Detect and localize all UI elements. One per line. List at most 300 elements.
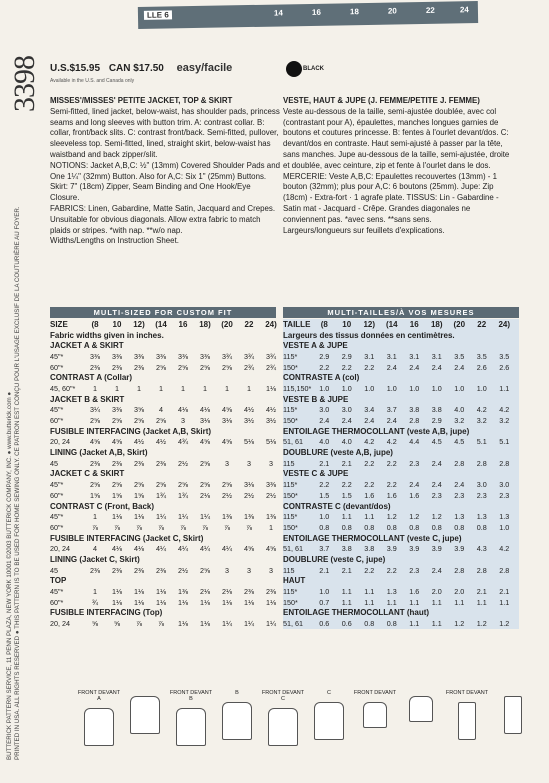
sketch-label: FRONT DEVANT bbox=[353, 690, 397, 696]
table-cell: 2⅜ bbox=[156, 458, 166, 468]
yardage-row bbox=[50, 383, 282, 394]
table-cell: 3⅛ bbox=[222, 416, 232, 426]
english-fabrics: FABRICS: Linen, Gabardine, Matte Satin, Jacquard and Crepes. Unsuitable for obvious diagonals. Allow extra fabric to match plaids or stripes. *with nap. **w/o nap. bbox=[50, 203, 276, 235]
row-label: 150* bbox=[283, 416, 298, 426]
table-cell: 4 bbox=[93, 544, 97, 554]
table-cell: ⅝ bbox=[92, 619, 98, 629]
metrage-section-row bbox=[283, 426, 519, 437]
table-cell: 1¼ bbox=[178, 512, 188, 522]
table-cell: 2.3 bbox=[431, 490, 442, 500]
section-heading: FUSIBLE INTERFACING (Jacket C, Skirt) bbox=[50, 533, 204, 543]
table-cell: ⅞ bbox=[136, 619, 142, 629]
row-label: 45 bbox=[50, 565, 58, 575]
section-heading: VESTE A & JUPE bbox=[283, 341, 348, 351]
table-cell: 2.0 bbox=[454, 587, 465, 597]
table-cell: 3⅜ bbox=[200, 351, 210, 361]
yardage-row bbox=[50, 362, 282, 373]
table-cell: 1⅜ bbox=[222, 512, 232, 522]
table-cell: 1.1 bbox=[364, 587, 375, 597]
table-cell: 12) bbox=[363, 319, 376, 329]
table-cell: 1¾ bbox=[156, 490, 166, 500]
table-cell: 2.0 bbox=[431, 587, 442, 597]
table-cell: 2.2 bbox=[386, 565, 397, 575]
difficulty-label: easy/facile bbox=[176, 62, 233, 74]
table-cell: 1.2 bbox=[431, 512, 442, 522]
table-cell: 3.1 bbox=[431, 351, 442, 361]
table-cell: 1.1 bbox=[364, 512, 375, 522]
table-cell: 1.5 bbox=[319, 490, 330, 500]
table-cell: 1¼ bbox=[222, 619, 232, 629]
garment-sketch bbox=[212, 690, 262, 740]
table-cell: 2.8 bbox=[476, 565, 487, 575]
size-band-label: 22 bbox=[425, 5, 435, 15]
table-cell: 1⅛ bbox=[112, 512, 122, 522]
table-cell: 1.1 bbox=[431, 619, 442, 629]
table-cell: 2.6 bbox=[499, 362, 510, 372]
table-cell: 3.1 bbox=[364, 351, 375, 361]
table-cell: 4½ bbox=[244, 405, 254, 415]
table-cell: 3.9 bbox=[386, 544, 397, 554]
metrage-row bbox=[283, 458, 519, 469]
row-label: 20, 24 bbox=[50, 437, 70, 447]
table-cell: 1.2 bbox=[476, 619, 487, 629]
section-heading: DOUBLURE (veste C, jupe) bbox=[283, 554, 386, 564]
yardage-row bbox=[50, 586, 282, 597]
table-cell: 24) bbox=[498, 319, 511, 329]
table-cell: 2.3 bbox=[409, 458, 420, 468]
jacket-sketch-icon bbox=[268, 708, 298, 746]
table-cell: 2⅜ bbox=[90, 362, 100, 372]
table-cell: 1⅛ bbox=[156, 587, 166, 597]
french-desc: Veste au-dessous de la taille, semi-ajustée doublée, avec col (contrastant pour A), épaulettes, manches longues garnies de boutons et coutures princesse. B: fentes à l'ourlet devant/dos. C: devant/dos en contraste. Haut semi-ajusté à passer par la tête, sans manches. Jupe au-dessous de la taille, semi-ajustée, droite et doublée, avec ceinture, zip et fente à l'ourlet dans le dos. bbox=[283, 106, 510, 170]
table-cell: 0.8 bbox=[409, 522, 420, 532]
table-cell: 4⅝ bbox=[222, 437, 232, 447]
table-cell: 3.0 bbox=[319, 405, 330, 415]
section-heading: JACKET C & SKIRT bbox=[50, 469, 125, 479]
section-heading: HAUT bbox=[283, 576, 306, 586]
yardage-row bbox=[50, 351, 282, 362]
table-cell: 2.4 bbox=[431, 458, 442, 468]
table-cell: 1.0 bbox=[319, 587, 330, 597]
row-label: 150* bbox=[283, 490, 298, 500]
row-label: 45 bbox=[50, 458, 58, 468]
section-heading: DOUBLURE (veste A,B, jupe) bbox=[283, 448, 393, 458]
metrage-row bbox=[283, 586, 519, 597]
table-cell: 1⅝ bbox=[134, 490, 144, 500]
table-cell: 1¼ bbox=[200, 512, 210, 522]
yardage-section-row bbox=[50, 330, 282, 341]
metrage-section-row bbox=[283, 372, 519, 383]
price-us: U.S.$15.95 bbox=[50, 63, 101, 74]
table-cell: 2.4 bbox=[454, 480, 465, 490]
metrage-section-row bbox=[283, 608, 519, 619]
table-cell: 2⅝ bbox=[90, 480, 100, 490]
table-cell: 1¾ bbox=[178, 490, 188, 500]
table-cell: 1⅛ bbox=[200, 597, 210, 607]
row-label: 45"* bbox=[50, 351, 64, 361]
table-cell: 3.1 bbox=[386, 351, 397, 361]
table-cell: 2⅝ bbox=[178, 480, 188, 490]
table-cell: 1.2 bbox=[386, 512, 397, 522]
table-cell: 1.0 bbox=[499, 522, 510, 532]
table-cell: 1⅛ bbox=[266, 597, 276, 607]
table-cell: 4.3 bbox=[476, 544, 487, 554]
table-cell: 1.3 bbox=[499, 512, 510, 522]
skirt-sketch-icon bbox=[458, 702, 476, 740]
table-cell: 2⅜ bbox=[112, 458, 122, 468]
table-cell: 3.4 bbox=[364, 405, 375, 415]
table-cell: 3.0 bbox=[499, 480, 510, 490]
metrage-row bbox=[283, 511, 519, 522]
table-cell: 3.0 bbox=[341, 405, 352, 415]
table-cell: 3 bbox=[225, 565, 229, 575]
size-band-label: 20 bbox=[387, 6, 397, 16]
table-cell: 1 bbox=[93, 587, 97, 597]
table-cell: 24) bbox=[265, 319, 277, 329]
table-cell: 4¼ bbox=[178, 544, 188, 554]
table-cell: (20 bbox=[453, 319, 466, 329]
jacket-sketch-icon bbox=[222, 702, 252, 740]
table-cell: 4¼ bbox=[200, 544, 210, 554]
table-cell: 2.1 bbox=[476, 587, 487, 597]
english-title: MISSES'/MISSES' PETITE JACKET, TOP & SKIRT bbox=[50, 96, 233, 105]
metrage-section-row bbox=[283, 330, 519, 341]
table-cell: 1⅝ bbox=[90, 490, 100, 500]
table-cell: 2½ bbox=[178, 458, 188, 468]
size-band-label: 24 bbox=[459, 5, 469, 15]
availability-note: Available in the U.S. and Canada only bbox=[50, 78, 135, 84]
table-cell: 1.1 bbox=[341, 597, 352, 607]
french-table-banner: MULTI-TAILLES/À VOS MESURES bbox=[283, 307, 519, 318]
table-cell: 3¾ bbox=[222, 351, 232, 361]
table-cell: 4⅝ bbox=[266, 544, 276, 554]
yardage-section-row bbox=[50, 608, 282, 619]
table-cell: 1.6 bbox=[364, 490, 375, 500]
metrage-row bbox=[283, 415, 519, 426]
table-cell: 1.1 bbox=[499, 597, 510, 607]
table-cell: 1.2 bbox=[409, 512, 420, 522]
table-cell: 3.2 bbox=[499, 416, 510, 426]
table-cell: 3 bbox=[225, 458, 229, 468]
section-heading: CONTRAST A (Collar) bbox=[50, 373, 133, 383]
table-cell: 3⅜ bbox=[266, 480, 276, 490]
row-label: 51, 61 bbox=[283, 544, 303, 554]
table-cell: ⅞ bbox=[158, 619, 164, 629]
table-cell: 2.2 bbox=[364, 458, 375, 468]
table-cell: 3⅛ bbox=[244, 480, 254, 490]
table-cell: 2⅝ bbox=[200, 565, 210, 575]
metrage-row bbox=[283, 437, 519, 448]
sketch-label: FRONT DEVANT bbox=[445, 690, 489, 696]
table-cell: 3¾ bbox=[266, 351, 276, 361]
table-cell: (8 bbox=[91, 319, 99, 329]
garment-sketches bbox=[74, 690, 534, 760]
table-cell: 1 bbox=[203, 383, 207, 393]
metrage-section-row bbox=[283, 447, 519, 458]
table-cell: 2.4 bbox=[409, 480, 420, 490]
row-label: 45"* bbox=[50, 480, 64, 490]
table-cell: 0.6 bbox=[341, 619, 352, 629]
table-cell: 10 bbox=[342, 319, 352, 329]
table-cell: 2⅜ bbox=[134, 565, 144, 575]
table-cell: 3½ bbox=[244, 416, 254, 426]
table-cell: 1.0 bbox=[386, 383, 397, 393]
table-cell: 2.2 bbox=[386, 458, 397, 468]
row-label: 60"* bbox=[50, 522, 64, 532]
english-desc: Semi-fitted, lined jacket, below-waist, has shoulder pads, princess seams and long sleeves with button trim. A: contrast collar. B: collar, front/back slits. C: contrast front/back. Semi-fitted, pullover, sleeveless top. Semi-fitted, lined, straight skirt, below-waist has waistband and back zipper/slit. bbox=[50, 106, 280, 159]
table-cell: 2.8 bbox=[409, 416, 420, 426]
table-cell: 1⅝ bbox=[112, 490, 122, 500]
table-cell: 2⅛ bbox=[222, 587, 232, 597]
metrage-row bbox=[283, 597, 519, 608]
metrage-row bbox=[283, 351, 519, 362]
table-cell: 2⅜ bbox=[134, 362, 144, 372]
table-cell: 1¼ bbox=[156, 512, 166, 522]
sketch-label: FRONT DEVANT bbox=[261, 690, 305, 696]
table-cell: 4¾ bbox=[178, 437, 188, 447]
table-cell: 0.8 bbox=[476, 522, 487, 532]
table-cell: 5.1 bbox=[499, 437, 510, 447]
sketch-view-letter: A bbox=[97, 696, 101, 702]
section-heading: FUSIBLE INTERFACING (Top) bbox=[50, 608, 163, 618]
table-cell: 0.8 bbox=[364, 522, 375, 532]
table-cell: 2⅝ bbox=[156, 362, 166, 372]
sketch-view-letter: C bbox=[281, 696, 285, 702]
section-heading: ENTOILAGE THERMOCOLLANT (haut) bbox=[283, 608, 430, 618]
section-heading: Largeurs des tissus données en centimètres. bbox=[283, 330, 455, 340]
row-label: 45"* bbox=[50, 512, 64, 522]
yardage-row bbox=[50, 597, 282, 608]
section-heading: VESTE C & JUPE bbox=[283, 469, 349, 479]
table-cell: 2⅜ bbox=[156, 565, 166, 575]
size-band bbox=[138, 1, 478, 29]
table-cell: 1.6 bbox=[386, 490, 397, 500]
table-cell: 1¼ bbox=[266, 619, 276, 629]
table-cell: 2½ bbox=[178, 565, 188, 575]
table-cell: 1 bbox=[93, 383, 97, 393]
table-cell: 1⅛ bbox=[134, 512, 144, 522]
table-cell: 2¾ bbox=[244, 362, 254, 372]
size-band-label: 14 bbox=[273, 8, 283, 18]
table-cell: 2.1 bbox=[319, 565, 330, 575]
table-cell: 4½ bbox=[134, 437, 144, 447]
french-description bbox=[283, 96, 515, 236]
table-cell: 1⅛ bbox=[112, 597, 122, 607]
table-cell: 4¼ bbox=[156, 544, 166, 554]
garment-sketch bbox=[166, 690, 216, 746]
table-cell: 4⅝ bbox=[222, 405, 232, 415]
table-cell: 2.2 bbox=[386, 480, 397, 490]
table-cell: 4⅛ bbox=[134, 544, 144, 554]
table-cell: 2⅝ bbox=[222, 362, 232, 372]
table-cell: 2⅝ bbox=[200, 362, 210, 372]
table-cell: 3⅜ bbox=[134, 351, 144, 361]
section-heading: TOP bbox=[50, 576, 67, 586]
table-cell: 0.7 bbox=[319, 597, 330, 607]
sketch-view-letter: B bbox=[235, 690, 239, 696]
table-cell: 2.4 bbox=[364, 416, 375, 426]
table-cell: 4⅛ bbox=[112, 544, 122, 554]
table-cell: 4⅝ bbox=[90, 437, 100, 447]
pattern-number: 3398 bbox=[8, 56, 41, 112]
garment-sketch bbox=[350, 690, 400, 728]
table-cell: 1⅛ bbox=[134, 597, 144, 607]
table-cell: 3.2 bbox=[476, 416, 487, 426]
table-cell: 2⅛ bbox=[200, 587, 210, 597]
table-cell: 4¼ bbox=[222, 544, 232, 554]
row-label: 115* bbox=[283, 405, 298, 415]
table-cell: 1⅜ bbox=[244, 512, 254, 522]
table-cell: 4 bbox=[159, 405, 163, 415]
garment-sketch bbox=[488, 690, 538, 734]
size-band-label: 16 bbox=[311, 7, 321, 17]
table-cell: 2⅛ bbox=[200, 490, 210, 500]
jacket-sketch-icon bbox=[84, 708, 114, 746]
garment-sketch bbox=[304, 690, 354, 740]
row-label: TAILLE bbox=[283, 319, 311, 329]
table-cell: 2.2 bbox=[364, 480, 375, 490]
section-heading: VESTE B & JUPE bbox=[283, 394, 349, 404]
table-cell: 18) bbox=[199, 319, 211, 329]
table-cell: 1 bbox=[159, 383, 163, 393]
table-cell: 3⅜ bbox=[156, 351, 166, 361]
table-cell: 2.4 bbox=[386, 362, 397, 372]
table-cell: 1.0 bbox=[431, 383, 442, 393]
row-label: 45, 60"* bbox=[50, 383, 76, 393]
table-cell: 1 bbox=[115, 383, 119, 393]
table-cell: ⅞ bbox=[114, 522, 120, 532]
table-cell: 1 bbox=[93, 512, 97, 522]
side-publisher-text bbox=[6, 20, 21, 760]
table-cell: 4.4 bbox=[409, 437, 420, 447]
table-cell: 4½ bbox=[156, 437, 166, 447]
table-cell: 2½ bbox=[244, 490, 254, 500]
yardage-section-row bbox=[50, 576, 282, 587]
table-cell: 2.2 bbox=[341, 362, 352, 372]
table-cell: 0.6 bbox=[319, 619, 330, 629]
table-cell: 2½ bbox=[266, 490, 276, 500]
table-cell: 2⅝ bbox=[90, 416, 100, 426]
table-cell: 2⅜ bbox=[134, 458, 144, 468]
table-cell: 2⅜ bbox=[90, 565, 100, 575]
table-cell: 2⅝ bbox=[112, 480, 122, 490]
table-cell: 3.8 bbox=[364, 544, 375, 554]
table-cell: 1.1 bbox=[409, 597, 420, 607]
yardage-section-row bbox=[50, 394, 282, 405]
table-cell: 2⅝ bbox=[200, 458, 210, 468]
jacket-sketch-icon bbox=[176, 708, 206, 746]
table-cell: 16 bbox=[178, 319, 188, 329]
table-cell: (14 bbox=[155, 319, 167, 329]
table-cell: ⅞ bbox=[158, 522, 164, 532]
table-cell: ⅞ bbox=[136, 522, 142, 532]
table-cell: 2.2 bbox=[319, 480, 330, 490]
section-heading: JACKET A & SKIRT bbox=[50, 341, 124, 351]
table-cell: 4½ bbox=[266, 405, 276, 415]
english-notions: NOTIONS: Jacket A,B,C: ½" (13mm) Covered Shoulder Pads and One 1¼" (32mm) Button. Also for A,C: Six 1" (25mm) Buttons. Skirt: 7" (18cm) Zipper, Seam Binding and One Hook/Eye Closure. bbox=[50, 160, 280, 203]
row-label: 115* bbox=[283, 480, 298, 490]
row-label: 115 bbox=[283, 565, 295, 575]
table-cell: (14 bbox=[385, 319, 398, 329]
table-cell: 2.8 bbox=[454, 458, 465, 468]
table-cell: 2.9 bbox=[431, 416, 442, 426]
table-cell: 1.1 bbox=[499, 383, 510, 393]
table-cell: 2.3 bbox=[476, 490, 487, 500]
table-cell: 2.2 bbox=[364, 565, 375, 575]
table-cell: 1.1 bbox=[409, 619, 420, 629]
table-cell: 3 bbox=[269, 458, 273, 468]
table-cell: 2.4 bbox=[319, 416, 330, 426]
table-cell: 1.1 bbox=[431, 597, 442, 607]
table-cell: 2.2 bbox=[319, 362, 330, 372]
table-cell: 1 bbox=[225, 383, 229, 393]
price-can: CAN $17.50 bbox=[108, 63, 164, 74]
table-cell: 4⅝ bbox=[244, 544, 254, 554]
yardage-section-row bbox=[50, 340, 282, 351]
yardage-row bbox=[50, 458, 282, 469]
table-cell: 1.0 bbox=[476, 383, 487, 393]
table-cell: ⅝ bbox=[114, 619, 120, 629]
row-label: SIZE bbox=[50, 319, 68, 329]
metrage-row bbox=[283, 618, 519, 629]
side-text-line1: BUTTERICK PATTERN SERVICE, 11 PENN PLAZA, NEW YORK 10001 ©2003 BUTTERICK COMPANY, INC. ● www.butterick.com ● bbox=[6, 391, 13, 760]
metrage-section-row bbox=[283, 394, 519, 405]
yardage-row bbox=[50, 415, 282, 426]
table-cell: 1.0 bbox=[409, 383, 420, 393]
section-heading: CONTRASTE C (devant/dos) bbox=[283, 501, 391, 511]
table-cell: 3 bbox=[247, 458, 251, 468]
table-cell: 2.8 bbox=[476, 458, 487, 468]
table-cell: 1.1 bbox=[476, 597, 487, 607]
table-cell: 1.5 bbox=[341, 490, 352, 500]
table-cell: 2¾ bbox=[266, 362, 276, 372]
section-heading: Fabric widths given in inches. bbox=[50, 330, 164, 340]
row-label: 60"* bbox=[50, 362, 64, 372]
metrage-row bbox=[283, 522, 519, 533]
garment-sketch bbox=[120, 690, 170, 734]
table-cell: 4⅛ bbox=[200, 405, 210, 415]
metrage-row bbox=[283, 362, 519, 373]
metrage-row bbox=[283, 565, 519, 576]
table-cell: 2⅝ bbox=[156, 416, 166, 426]
table-cell: 2.2 bbox=[364, 362, 375, 372]
table-cell: 2⅜ bbox=[90, 458, 100, 468]
row-label: 115* bbox=[283, 351, 298, 361]
table-cell: 2.4 bbox=[431, 362, 442, 372]
row-label: 60"* bbox=[50, 416, 64, 426]
table-cell: 4.5 bbox=[454, 437, 465, 447]
color-label: BLACK bbox=[303, 66, 324, 72]
row-label: 115,150* bbox=[283, 383, 312, 393]
row-label: 115* bbox=[283, 512, 298, 522]
french-title: VESTE, HAUT & JUPE (J. FEMME/PETITE J. FEMME) bbox=[283, 96, 480, 105]
table-cell: 0.8 bbox=[364, 619, 375, 629]
table-cell: 4⅝ bbox=[200, 437, 210, 447]
yardage-table-english bbox=[50, 319, 282, 629]
table-cell: 1.0 bbox=[319, 383, 330, 393]
table-cell: ⅞ bbox=[202, 522, 208, 532]
table-cell: 4.2 bbox=[476, 405, 487, 415]
table-cell: 2.3 bbox=[499, 490, 510, 500]
row-label: 20, 24 bbox=[50, 544, 70, 554]
table-cell: 3.5 bbox=[499, 351, 510, 361]
table-cell: 4.0 bbox=[454, 405, 465, 415]
yardage-row bbox=[50, 565, 282, 576]
metrage-row bbox=[283, 490, 519, 501]
table-cell: 2⅝ bbox=[134, 416, 144, 426]
table-cell: 4⅝ bbox=[112, 437, 122, 447]
metrage-section-row bbox=[283, 501, 519, 512]
